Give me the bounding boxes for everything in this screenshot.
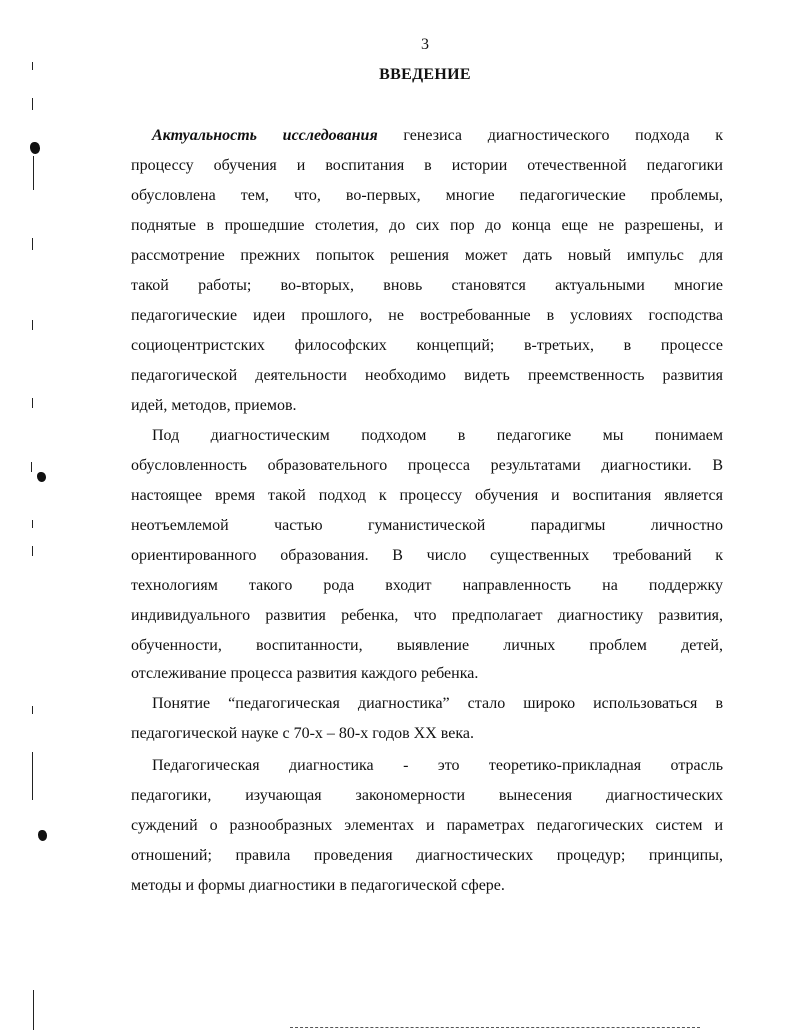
scan-artifact [32,320,33,330]
paragraph-1-line-7: педагогические идеи прошлого, не востребованные в условиях господства [131,307,723,324]
paragraph-4-line-1: Педагогическая диагностика - это теоретико-прикладная отрасль [152,757,723,774]
paragraph-1-line-4: поднятые в прошедшие столетия, до сих пор до конца еще не разрешены, и [131,217,723,234]
scan-artifact [31,462,32,472]
scan-artifact [32,760,33,800]
paragraph-4-line-3: суждений о разнообразных элементах и параметрах педагогических систем и [131,817,723,834]
scan-artifact [32,98,33,110]
paragraph-1-line-5: рассмотрение прежних попыток решения может дать новый импульс для [131,247,723,264]
paragraph-2-line-6: технологиям такого рода входит направленность на поддержку [131,577,723,594]
paragraph-2-line-2: обусловленность образовательного процесса результатами диагностики. В [131,457,723,474]
paragraph-2-line-8: обученности, воспитанности, выявление личных проблем детей, [131,637,723,654]
paragraph-1-line-2: процессу обучения и воспитания в истории отечественной педагогики [131,157,723,174]
paragraph-4-line-2: педагогики, изучающая закономерности вынесения диагностических [131,787,723,804]
paragraph-1-line-10: идей, методов, приемов. [131,397,297,414]
scan-artifact [32,706,33,714]
paragraph-1-line-8: социоцентристских философских концепций; в-третьих, в процессе [131,337,723,354]
paragraph-4-line-4: отношений; правила проведения диагностических процедур; принципы, [131,847,723,864]
scan-artifact [33,990,34,1030]
paragraph-2-line-3: настоящее время такой подход к процессу обучения и воспитания является [131,487,723,504]
page-title: ВВЕДЕНИЕ [379,66,471,83]
paragraph-1-line-3: обусловлена тем, что, во-первых, многие педагогические проблемы, [131,187,723,204]
punch-hole-mark [38,830,47,841]
scan-bottom-edge [290,1027,700,1029]
paragraph-3-line-1: Понятие “педагогическая диагностика” стало широко использоваться в [152,695,723,712]
scan-artifact [32,62,33,70]
scan-artifact [33,156,34,190]
paragraph-3-line-2: педагогической науке с 70-х – 80-х годов XX века. [131,725,474,742]
paragraph-4-line-5: методы и формы диагностики в педагогической сфере. [131,877,505,894]
paragraph-2-line-5: ориентированного образования. В число существенных требований к [131,547,723,564]
paragraph-1-line-1 [152,126,723,146]
paragraph-2-line-9: отслеживание процесса развития каждого ребенка. [131,665,479,682]
page-number: 3 [421,36,429,53]
scan-artifact [32,546,33,556]
scan-artifact [32,398,33,408]
punch-hole-mark [30,142,40,154]
paragraph-1-line-6: такой работы; во-вторых, вновь становятся актуальными многие [131,277,723,294]
scan-artifact [32,520,33,528]
paragraph-2-line-1: Под диагностическим подходом в педагогике мы понимаем [152,427,723,444]
line-text: генезиса диагностического подхода к [403,127,724,144]
scan-artifact [32,238,33,250]
punch-hole-mark [37,472,46,482]
paragraph-2-line-4: неотъемлемой частью гуманистической парадигмы личностно [131,517,723,534]
paragraph-2-line-7: индивидуального развития ребенка, что предполагает диагностику развития, [131,607,723,624]
paragraph-1-line-9: педагогической деятельности необходимо видеть преемственность развития [131,367,723,384]
emphasized-lead: Актуальность исследования [152,127,378,144]
